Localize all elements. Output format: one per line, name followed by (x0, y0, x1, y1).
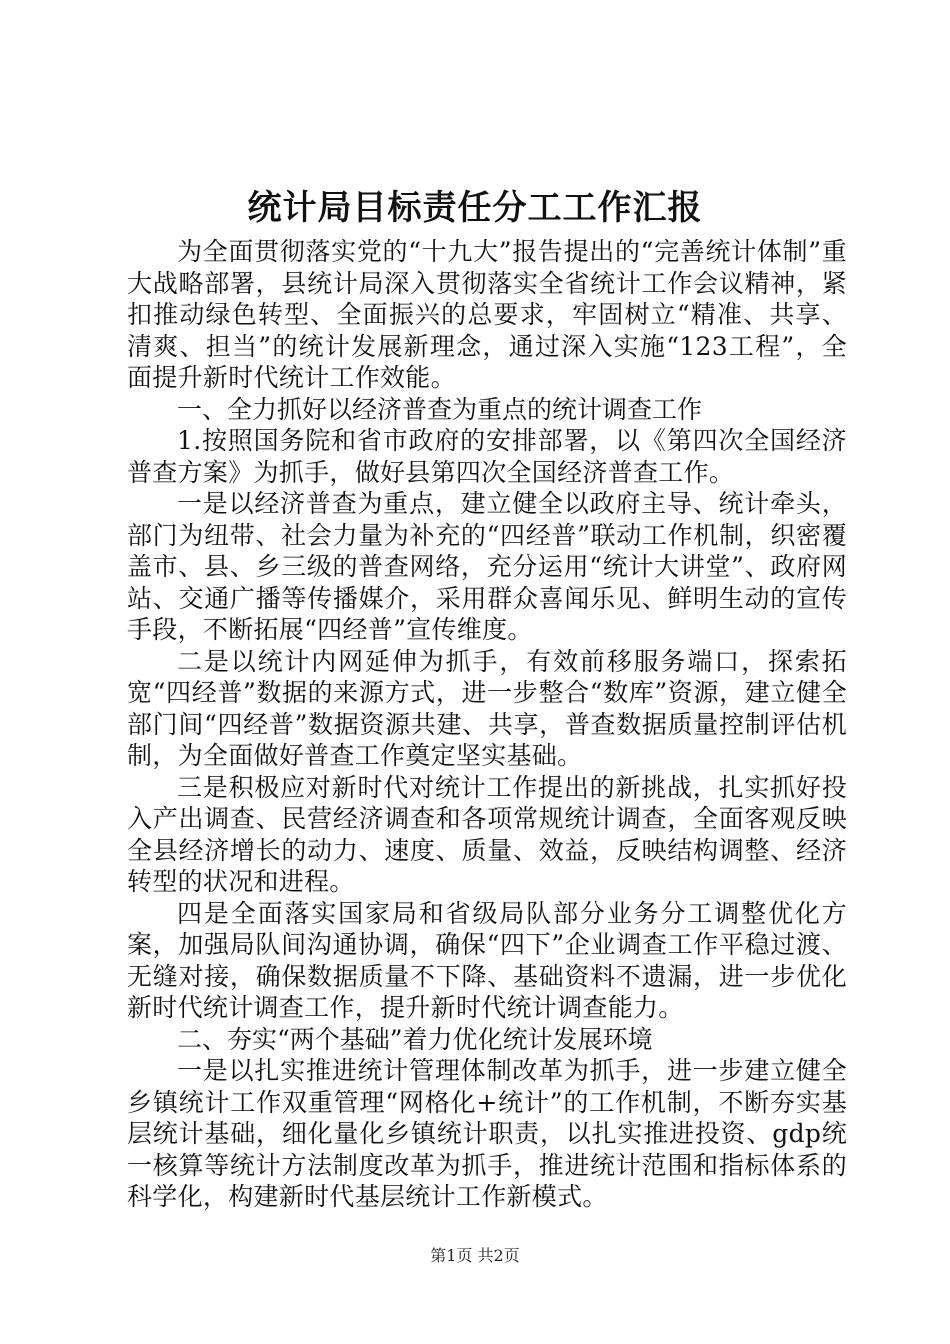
paragraph-point-2: 二是以统计内网延伸为抓手，有效前移服务端口，探索拓宽“四经普”数据的来源方式，进一步整合“数库”资源，建立健全部门间“四经普”数据资源共建、共享，普查数据质量控制评估机制，为全面做好普查工作奠定坚实基础。 (127, 646, 847, 770)
intro-paragraph: 为全面贯彻落实党的“十九大”报告提出的“完善统计体制”重大战略部署，县统计局深入贯彻落实全省统计工作会议精神，紧扣推动绿色转型、全面振兴的总要求，牢固树立“精准、共享、清爽、担当”的统计发展新理念，通过深入实施“123工程”，全面提升新时代统计工作效能。 (127, 237, 847, 392)
paragraph-point-1: 一是以经济普查为重点，建立健全以政府主导、统计牵头，部门为纽带、社会力量为补充的“四经普”联动工作机制，织密覆盖市、县、乡三级的普查网络，充分运用“统计大讲堂”、政府网站、交通广播等传播媒介，采用群众喜闻乐见、鲜明生动的宣传手段，不断拓展“四经普”宣传维度。 (127, 489, 847, 644)
page-footer: 第1页 共2页 (430, 1246, 520, 1265)
section-heading-1: 一、全力抓好以经济普查为重点的统计调查工作 (177, 394, 703, 424)
section-heading-2: 二、夯实“两个基础”着力优化统计发展环境 (177, 1024, 653, 1054)
paragraph-item-1: 1.按照国务院和省市政府的安排部署，以《第四次全国经济普查方案》为抓手，做好县第四次全国经济普查工作。 (127, 426, 847, 487)
paragraph-point-3: 三是积极应对新时代对统计工作提出的新挑战，扎实抓好投入产出调查、民营经济调查和各项常规统计调查，全面客观反映全县经济增长的动力、速度、质量、效益，反映结构调整、经济转型的状况和进程。 (127, 772, 847, 896)
document-body (127, 236, 847, 1213)
paragraph-point-4: 四是全面落实国家局和省级局队部分业务分工调整优化方案，加强局队间沟通协调，确保“四下”企业调查工作平稳过渡、无缝对接，确保数据质量不下降、基础资料不遗漏，进一步优化新时代统计调查工作，提升新时代统计调查能力。 (127, 898, 847, 1022)
paragraph-section2-point-1: 一是以扎实推进统计管理体制改革为抓手，进一步建立健全乡镇统计工作双重管理“网格化+统计”的工作机制，不断夯实基层统计基础，细化量化乡镇统计职责，以扎实推进投资、gdp统一核算等统计方法制度改革为抓手，推进统计范围和指标体系的科学化，构建新时代基层统计工作新模式。 (127, 1056, 847, 1211)
document-title: 统计局目标责任分工工作汇报 (247, 188, 703, 228)
